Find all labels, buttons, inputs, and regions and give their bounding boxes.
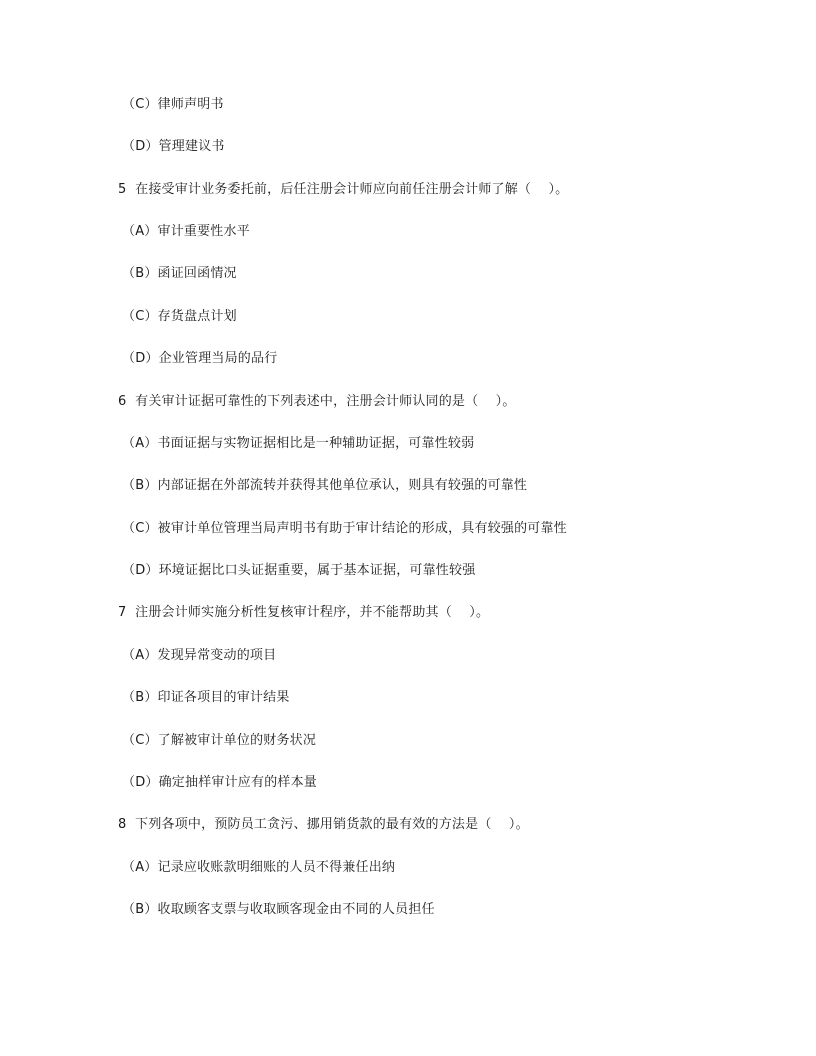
option-line: （B）函证回函情况 <box>122 266 237 281</box>
option-line: （B）印证各项目的审计结果 <box>122 690 290 705</box>
option-line: （C）律师声明书 <box>122 97 224 112</box>
question-line: 6 有关审计证据可靠性的下列表述中，注册会计师认同的是（ ）。 <box>118 394 516 409</box>
option-line: （C）被审计单位管理当局声明书有助于审计结论的形成，具有较强的可靠性 <box>122 521 567 536</box>
option-line: （B）收取顾客支票与收取顾客现金由不同的人员担任 <box>122 902 435 917</box>
option-line: （D）企业管理当局的品行 <box>122 351 278 366</box>
option-line: （B）内部证据在外部流转并获得其他单位承认，则具有较强的可靠性 <box>122 478 528 493</box>
option-line: （A）记录应收账款明细账的人员不得兼任出纳 <box>122 860 396 875</box>
option-line: （C）存货盘点计划 <box>122 309 237 324</box>
option-line: （D）确定抽样审计应有的样本量 <box>122 775 318 790</box>
question-line: 7 注册会计师实施分析性复核审计程序，并不能帮助其（ ）。 <box>118 605 490 620</box>
question-line: 8 下列各项中，预防员工贪污、挪用销货款的最有效的方法是（ ）。 <box>118 817 529 832</box>
option-line: （A）发现异常变动的项目 <box>122 648 277 663</box>
question-line: 5 在接受审计业务委托前，后任注册会计师应向前任注册会计师了解（ ）。 <box>118 182 569 197</box>
option-line: （D）环境证据比口头证据重要，属于基本证据，可靠性较强 <box>122 563 476 578</box>
option-line: （A）审计重要性水平 <box>122 224 250 239</box>
option-line: （D）管理建议书 <box>122 139 225 154</box>
option-line: （A）书面证据与实物证据相比是一种辅助证据，可靠性较弱 <box>122 436 475 451</box>
option-line: （C）了解被审计单位的财务状况 <box>122 733 317 748</box>
